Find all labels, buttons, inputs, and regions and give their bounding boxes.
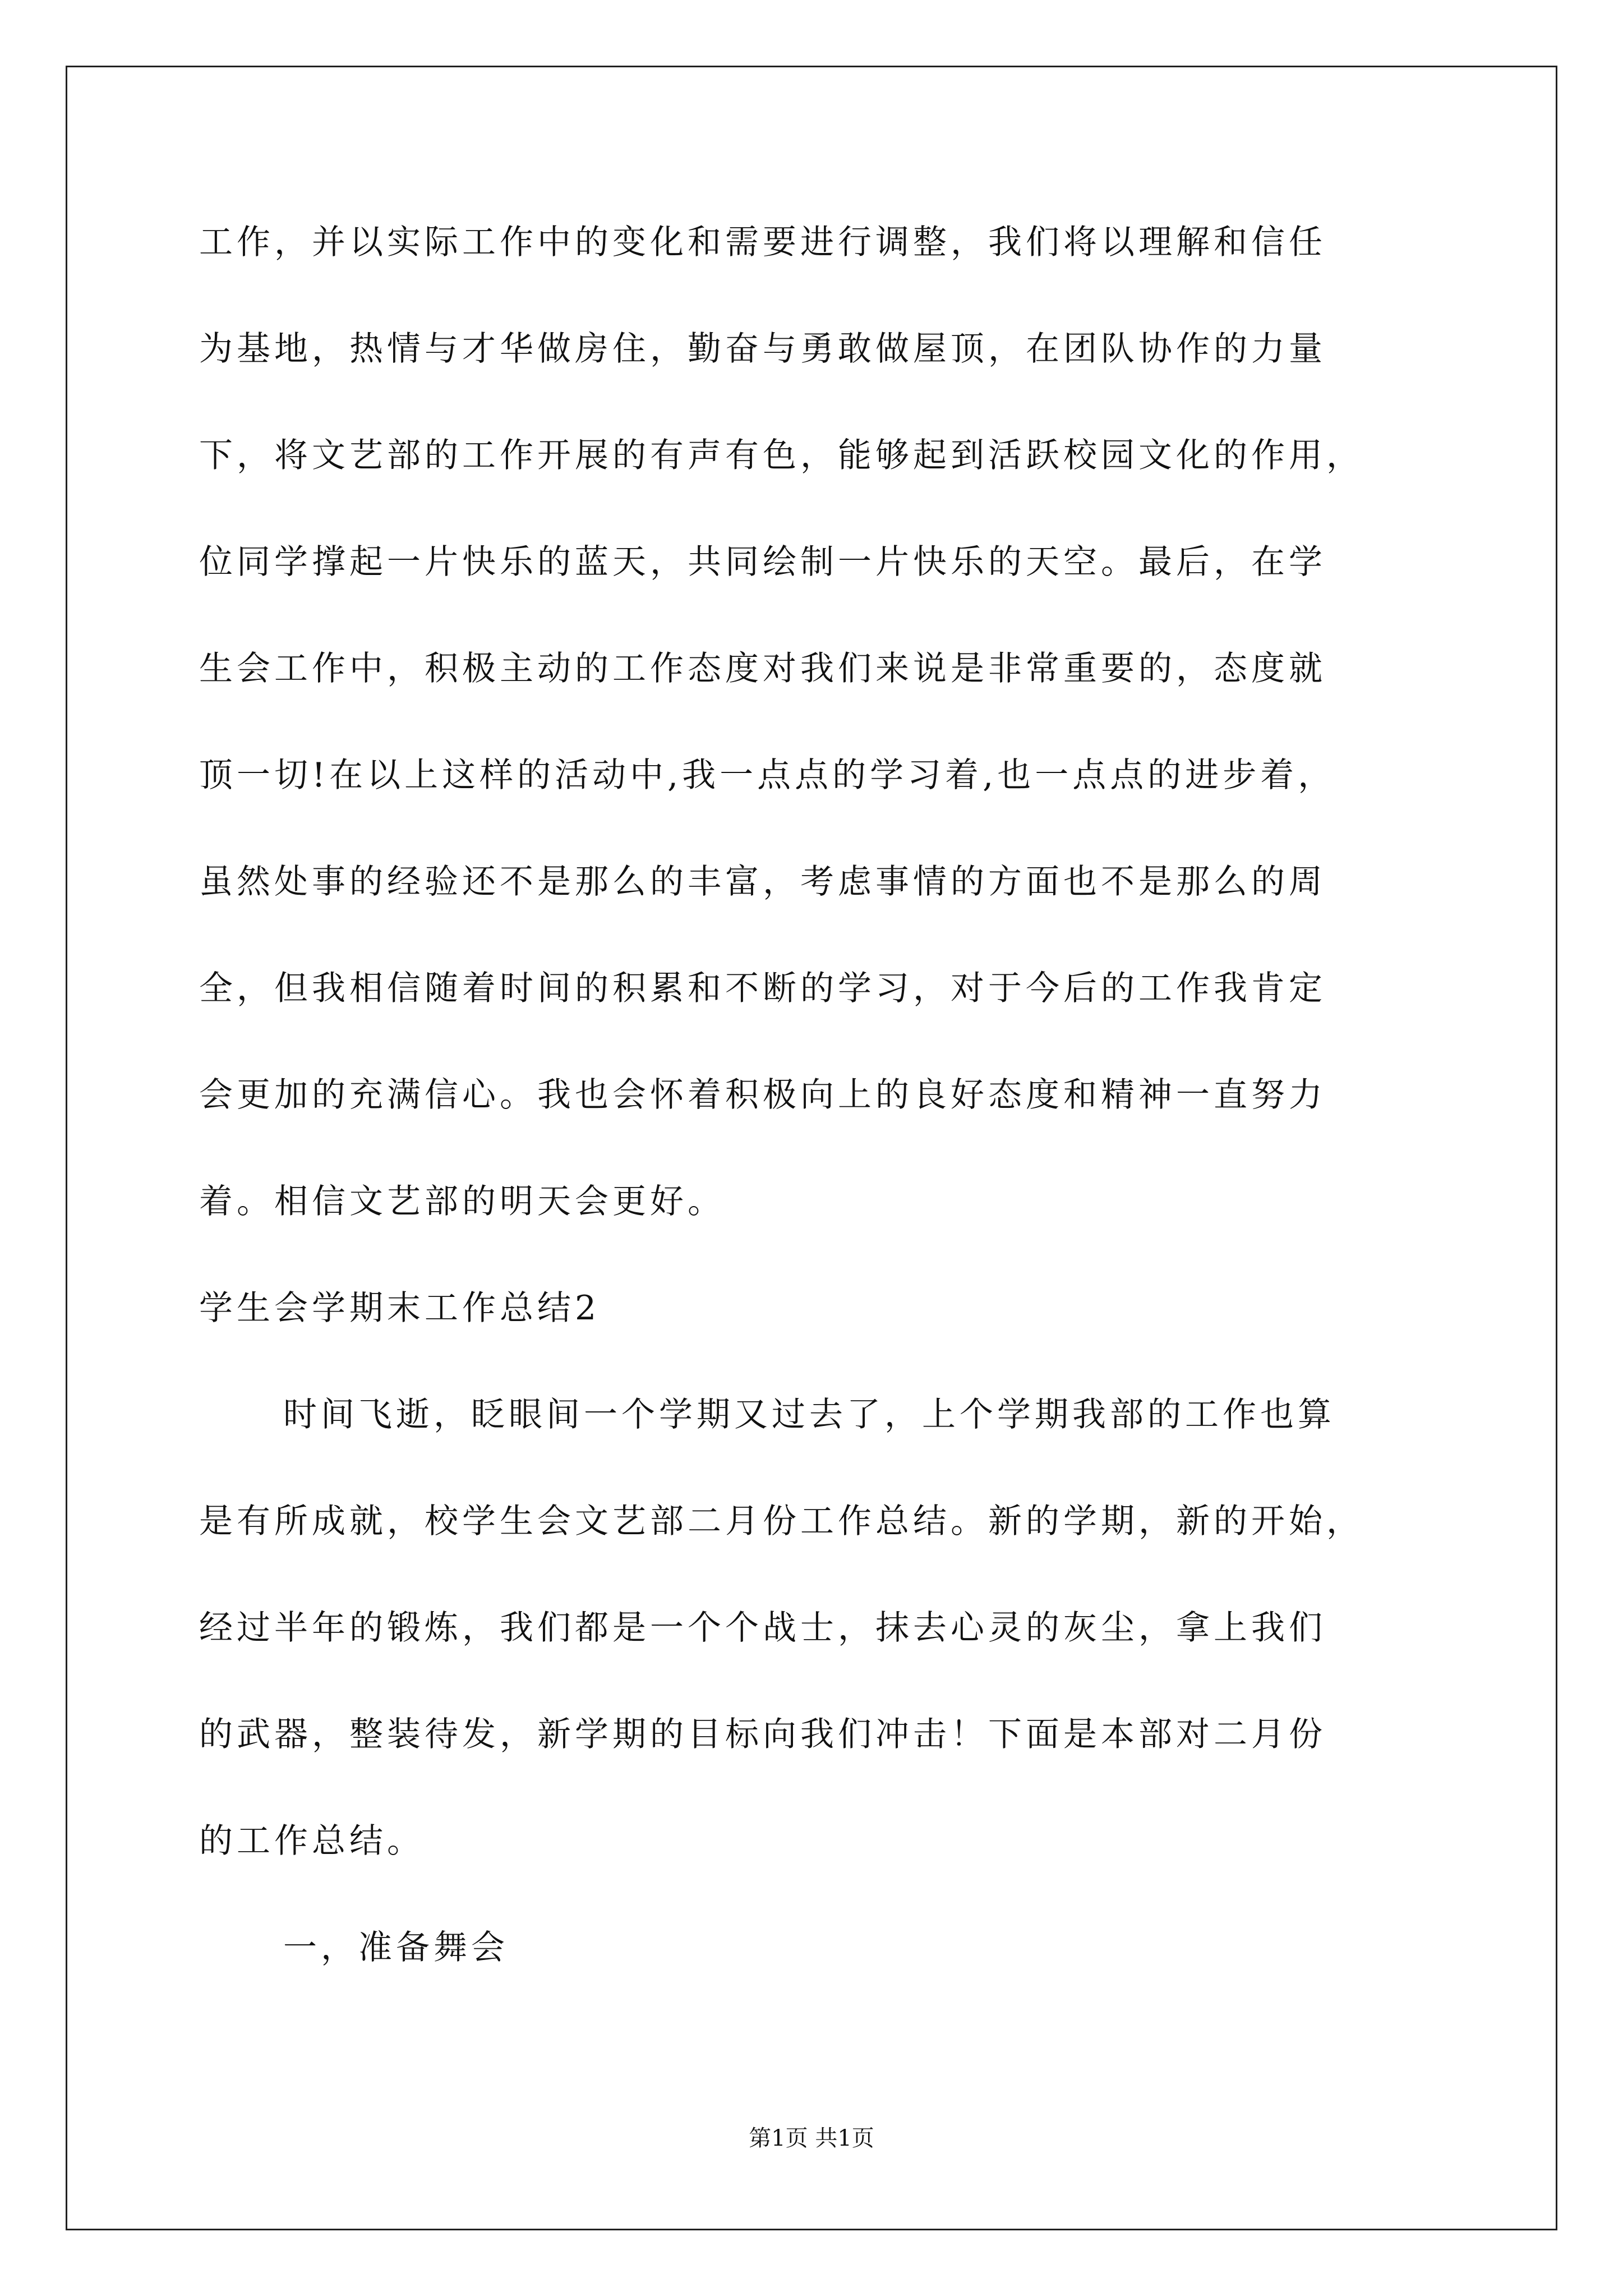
body-text-line: 是有所成就，校学生会文艺部二月份工作总结。新的学期，新的开始， <box>199 1502 1364 1541</box>
body-text-line: 时间飞逝，眨眼间一个学期又过去了，上个学期我部的工作也算 <box>283 1395 1335 1434</box>
body-text-line: 工作，并以实际工作中的变化和需要进行调整，我们将以理解和信任 <box>199 223 1326 262</box>
body-text-line: 生会工作中，积极主动的工作态度对我们来说是非常重要的，态度就 <box>199 649 1326 688</box>
body-text-line: 顶一切!在以上这样的活动中,我一点点的学习着,也一点点的进步着， <box>199 756 1336 795</box>
body-text-line: 的工作总结。 <box>199 1821 425 1861</box>
body-text-line: 全，但我相信随着时间的积累和不断的学习，对于今后的工作我肯定 <box>199 969 1326 1008</box>
body-text-line: 着。相信文艺部的明天会更好。 <box>199 1182 725 1221</box>
subsection-heading: 一，准备舞会 <box>283 1928 509 1967</box>
body-text-line: 位同学撑起一片快乐的蓝天，共同绘制一片快乐的天空。最后，在学 <box>199 542 1326 582</box>
section-title: 学生会学期末工作总结2 <box>199 1289 601 1328</box>
body-text-line: 会更加的充满信心。我也会怀着积极向上的良好态度和精神一直努力 <box>199 1075 1326 1115</box>
body-text-line: 虽然处事的经验还不是那么的丰富，考虑事情的方面也不是那么的周 <box>199 862 1326 901</box>
body-text-line: 的武器，整装待发，新学期的目标向我们冲击！下面是本部对二月份 <box>199 1715 1326 1754</box>
body-text-line: 下，将文艺部的工作开展的有声有色，能够起到活跃校园文化的作用， <box>199 436 1364 475</box>
document-body <box>199 216 1483 2028</box>
body-text-line: 经过半年的锻炼，我们都是一个个战士，抹去心灵的灰尘，拿上我们 <box>199 1608 1326 1648</box>
page-number-label: 第1页 共1页 <box>749 2125 874 2151</box>
body-text-line: 为基地，热情与才华做房住，勤奋与勇敢做屋顶，在团队协作的力量 <box>199 329 1326 369</box>
